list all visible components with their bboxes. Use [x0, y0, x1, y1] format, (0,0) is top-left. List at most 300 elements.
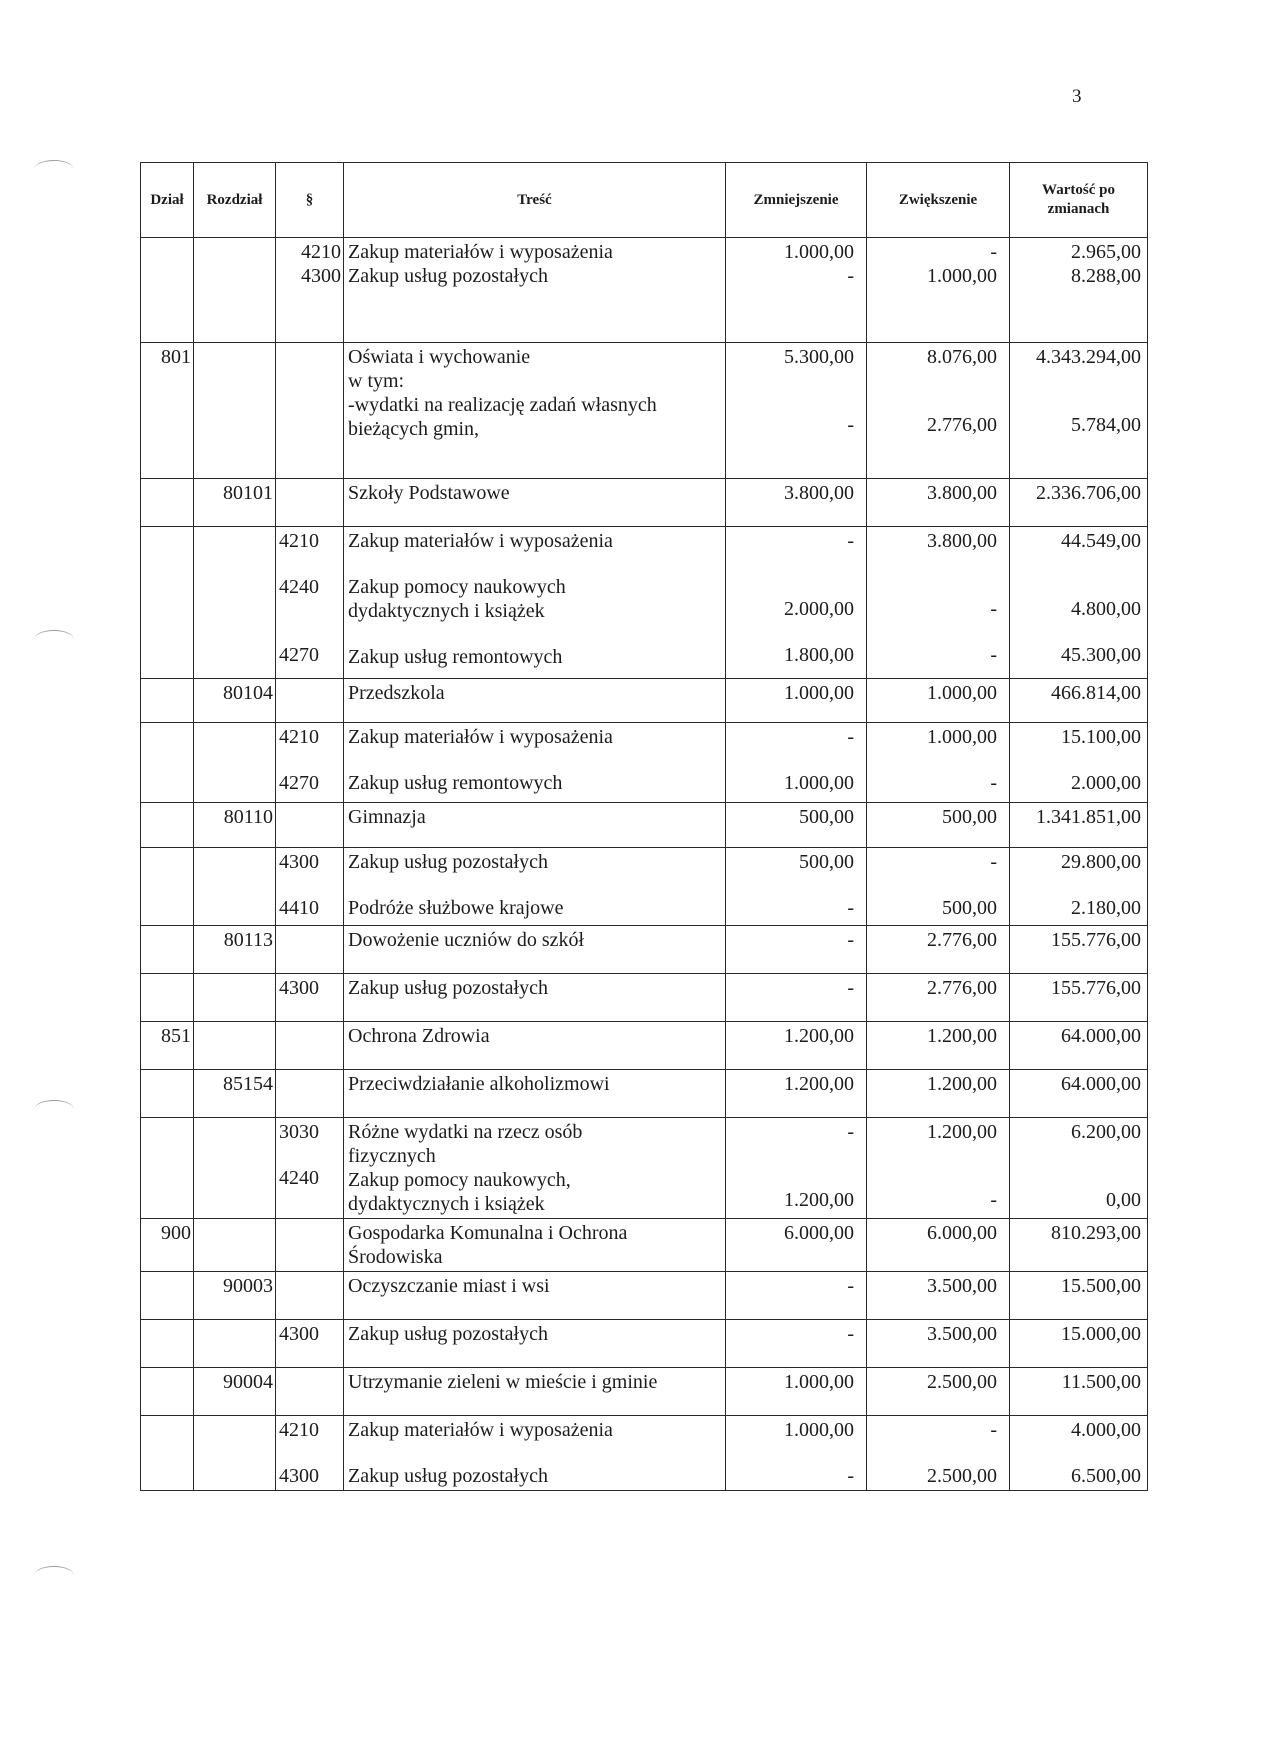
cell-zmniejszenie: [726, 974, 867, 1022]
cell-zwiekszenie-line: 8.076,00: [927, 346, 997, 368]
cell-dzial: [141, 1416, 194, 1491]
cell-tresc: [344, 723, 726, 803]
cell-tresc-line: Gimnazja: [348, 806, 426, 828]
cell-paragraf: [276, 723, 344, 803]
cell-wartosc-line: 15.100,00: [1061, 726, 1141, 748]
cell-tresc-line: dydaktycznych i książek: [348, 600, 545, 622]
cell-tresc-line: bieżących gmin,: [348, 418, 480, 440]
cell-wartosc-line: 15.000,00: [1061, 1323, 1141, 1345]
cell-wartosc-line: [1014, 874, 1141, 896]
cell-zwiekszenie: [867, 1022, 1010, 1070]
cell-tresc-line: Oświata i wychowanie: [348, 346, 531, 368]
table-row: [141, 848, 1148, 926]
cell-tresc-line: Zakup usług pozostałych: [348, 977, 548, 999]
cell-tresc-line: Przeciwdziałanie alkoholizmowi: [348, 1073, 610, 1095]
cell-wartosc: [1010, 848, 1148, 926]
cell-tresc: [344, 1022, 726, 1070]
cell-dzial: [141, 238, 194, 343]
cell-paragraf-line: 4240: [279, 1167, 319, 1189]
cell-dzial: [141, 803, 194, 848]
cell-tresc: [344, 527, 726, 679]
cell-rozdzial: [194, 1272, 276, 1320]
cell-zmniejszenie: [726, 1368, 867, 1416]
punch-hole-mark: [34, 1566, 74, 1585]
cell-tresc-line: Zakup usług pozostałych: [348, 851, 548, 873]
cell-wartosc-line: 2.336.706,00: [1036, 482, 1141, 504]
cell-tresc: [344, 926, 726, 974]
cell-rozdzial: [194, 723, 276, 803]
cell-zwiekszenie-line: [871, 575, 997, 597]
cell-zwiekszenie: [867, 1368, 1010, 1416]
cell-rozdzial: [194, 479, 276, 527]
cell-dzial: [141, 1320, 194, 1368]
cell-paragraf-line: 4210: [279, 726, 319, 748]
table-row: [141, 1219, 1148, 1272]
cell-zwiekszenie-line: 2.500,00: [927, 1465, 997, 1487]
cell-zwiekszenie: [867, 803, 1010, 848]
cell-rozdzial-value: 90004: [223, 1371, 273, 1393]
cell-wartosc-line: 2.965,00: [1071, 241, 1141, 263]
cell-zwiekszenie: [867, 238, 1010, 343]
cell-wartosc-line: 1.341.851,00: [1036, 806, 1141, 828]
cell-zmniejszenie-line: -: [847, 726, 854, 748]
cell-paragraf-line: [279, 1190, 339, 1212]
cell-paragraf-line: 4210: [301, 241, 341, 263]
cell-dzial-value: 851: [161, 1025, 191, 1047]
cell-paragraf-line: 4270: [279, 772, 319, 794]
cell-wartosc-line: [1014, 575, 1141, 597]
cell-zmniejszenie-line: [730, 874, 854, 896]
cell-zmniejszenie: [726, 1219, 867, 1272]
cell-zmniejszenie: [726, 238, 867, 343]
cell-zwiekszenie-line: 3.500,00: [927, 1323, 997, 1345]
cell-zmniejszenie-line: [730, 1442, 854, 1464]
cell-rozdzial: [194, 1022, 276, 1070]
cell-wartosc-line: [1014, 553, 1141, 575]
table-row: [141, 803, 1148, 848]
cell-tresc: [344, 848, 726, 926]
cell-zmniejszenie-line: -: [847, 929, 854, 951]
cell-zwiekszenie-line: -: [990, 1189, 997, 1211]
cell-zmniejszenie: [726, 1416, 867, 1491]
cell-rozdzial: [194, 1219, 276, 1272]
cell-zwiekszenie-line: [871, 749, 997, 771]
cell-tresc-line: Zakup pomocy naukowych: [348, 576, 566, 598]
cell-tresc-line: -wydatki na realizację zadań własnych: [348, 394, 657, 416]
cell-zmniejszenie-line: -: [847, 1465, 854, 1487]
cell-zmniejszenie-line: 1.000,00: [784, 241, 854, 263]
table-row: [141, 479, 1148, 527]
cell-paragraf: [276, 1320, 344, 1368]
cell-zmniejszenie: [726, 1118, 867, 1219]
cell-zwiekszenie-line: 2.776,00: [927, 977, 997, 999]
cell-paragraf: [276, 974, 344, 1022]
cell-zmniejszenie-line: -: [847, 977, 854, 999]
cell-paragraf-line: 4270: [279, 644, 319, 666]
cell-zwiekszenie-line: [871, 1166, 997, 1188]
cell-tresc: [344, 679, 726, 723]
header-wartosc: Wartość po zmianach: [1010, 163, 1148, 238]
cell-tresc: [344, 1219, 726, 1272]
cell-wartosc: [1010, 238, 1148, 343]
cell-wartosc: [1010, 803, 1148, 848]
table-row: [141, 926, 1148, 974]
cell-tresc-line: Przedszkola: [348, 682, 445, 704]
cell-tresc: [344, 1320, 726, 1368]
cell-zmniejszenie: [726, 527, 867, 679]
cell-zwiekszenie: [867, 926, 1010, 974]
punch-hole-mark: [34, 630, 74, 649]
cell-zmniejszenie: [726, 479, 867, 527]
cell-zwiekszenie: [867, 848, 1010, 926]
cell-wartosc-line: 45.300,00: [1061, 644, 1141, 666]
cell-tresc-line: Utrzymanie zieleni w mieście i gminie: [348, 1371, 658, 1393]
cell-paragraf: [276, 343, 344, 479]
cell-dzial: [141, 1272, 194, 1320]
cell-zmniejszenie-line: 5.300,00: [784, 346, 854, 368]
table-body: [141, 238, 1148, 1491]
cell-dzial: [141, 848, 194, 926]
cell-zwiekszenie-line: 3.800,00: [927, 530, 997, 552]
cell-zmniejszenie-line: 2.000,00: [784, 598, 854, 620]
cell-zwiekszenie-line: -: [990, 772, 997, 794]
cell-wartosc-line: 64.000,00: [1061, 1025, 1141, 1047]
cell-dzial-value: 900: [161, 1222, 191, 1244]
cell-tresc-line: [348, 749, 721, 771]
cell-zmniejszenie-line: -: [847, 265, 854, 287]
cell-rozdzial: [194, 527, 276, 679]
cell-zmniejszenie-line: [730, 553, 854, 575]
cell-paragraf: [276, 803, 344, 848]
header-zmniejszenie: Zmniejszenie: [726, 163, 867, 238]
punch-hole-mark: [34, 160, 74, 179]
cell-tresc: [344, 803, 726, 848]
cell-zwiekszenie: [867, 1070, 1010, 1118]
cell-paragraf-line: 4300: [279, 1323, 319, 1345]
cell-zwiekszenie-line: 2.776,00: [927, 414, 997, 436]
cell-tresc-line: Oczyszczanie miast i wsi: [348, 1275, 550, 1297]
cell-paragraf-line: 4300: [279, 1465, 319, 1487]
cell-zmniejszenie-line: -: [847, 1323, 854, 1345]
cell-paragraf-line: 4210: [279, 530, 319, 552]
cell-tresc: [344, 1118, 726, 1219]
cell-paragraf-line: [279, 599, 339, 621]
cell-zwiekszenie-line: -: [990, 598, 997, 620]
cell-wartosc-line: 4.343.294,00: [1036, 346, 1141, 368]
cell-wartosc-line: 2.000,00: [1071, 772, 1141, 794]
cell-tresc-line: Zakup usług pozostałych: [348, 265, 548, 287]
cell-wartosc-line: 4.800,00: [1071, 598, 1141, 620]
cell-rozdzial: [194, 1368, 276, 1416]
header-row: [141, 163, 1148, 238]
cell-tresc-line: Zakup usług pozostałych: [348, 1465, 548, 1487]
cell-paragraf: [276, 1272, 344, 1320]
cell-zmniejszenie-line: [730, 1166, 854, 1188]
cell-zmniejszenie-line: [730, 621, 854, 643]
cell-zwiekszenie-line: -: [990, 1419, 997, 1441]
cell-paragraf: [276, 238, 344, 343]
cell-dzial: [141, 974, 194, 1022]
cell-paragraf-line: [279, 553, 339, 575]
cell-zmniejszenie: [726, 1320, 867, 1368]
cell-zwiekszenie: [867, 343, 1010, 479]
table-row: [141, 1368, 1148, 1416]
cell-tresc-line: Zakup usług remontowych: [348, 646, 563, 668]
cell-wartosc-line: 4.000,00: [1071, 1419, 1141, 1441]
cell-paragraf-line: [279, 621, 339, 643]
cell-zwiekszenie-line: 1.200,00: [927, 1121, 997, 1143]
cell-zmniejszenie-line: [730, 749, 854, 771]
cell-tresc: [344, 1368, 726, 1416]
cell-wartosc-line: [1014, 1166, 1141, 1188]
cell-zwiekszenie: [867, 1416, 1010, 1491]
cell-zmniejszenie-line: [730, 575, 854, 597]
cell-rozdzial-value: 85154: [223, 1073, 273, 1095]
cell-wartosc: [1010, 1416, 1148, 1491]
cell-paragraf-line: [279, 1144, 339, 1166]
cell-wartosc: [1010, 974, 1148, 1022]
cell-tresc: [344, 479, 726, 527]
page-number: 3: [1072, 86, 1082, 107]
cell-paragraf-line: 4300: [301, 265, 341, 287]
cell-paragraf: [276, 679, 344, 723]
cell-zwiekszenie: [867, 1272, 1010, 1320]
cell-wartosc: [1010, 1368, 1148, 1416]
cell-tresc-line: [348, 874, 721, 896]
cell-wartosc-line: 155.776,00: [1051, 929, 1141, 951]
cell-zwiekszenie-line: [871, 391, 997, 413]
cell-paragraf: [276, 1118, 344, 1219]
cell-wartosc-line: [1014, 1144, 1141, 1166]
cell-paragraf-line: 4240: [279, 576, 319, 598]
cell-tresc-line: Szkoły Podstawowe: [348, 482, 510, 504]
cell-zmniejszenie-line: [730, 369, 854, 391]
cell-wartosc-line: 155.776,00: [1051, 977, 1141, 999]
budget-table: [140, 162, 1148, 1491]
cell-tresc-line: Zakup materiałów i wyposażenia: [348, 530, 613, 552]
cell-zwiekszenie-line: -: [990, 241, 997, 263]
cell-zwiekszenie-line: [871, 621, 997, 643]
cell-zmniejszenie: [726, 1022, 867, 1070]
cell-tresc-line: Środowiska: [348, 1246, 443, 1268]
cell-zmniejszenie: [726, 803, 867, 848]
cell-rozdzial: [194, 848, 276, 926]
cell-zwiekszenie-line: 3.500,00: [927, 1275, 997, 1297]
cell-tresc: [344, 1416, 726, 1491]
cell-tresc-line: Zakup materiałów i wyposażenia: [348, 241, 613, 263]
cell-paragraf-line: [279, 1442, 339, 1464]
cell-zwiekszenie: [867, 1118, 1010, 1219]
cell-rozdzial: [194, 238, 276, 343]
cell-tresc-line: Zakup pomocy naukowych,: [348, 1169, 571, 1191]
cell-zmniejszenie-line: 1.000,00: [784, 772, 854, 794]
cell-rozdzial-value: 80110: [223, 806, 273, 828]
cell-zmniejszenie: [726, 1070, 867, 1118]
cell-paragraf: [276, 848, 344, 926]
cell-tresc-line: [348, 623, 721, 645]
cell-zwiekszenie-line: 1.000,00: [927, 682, 997, 704]
cell-zmniejszenie-line: [730, 1144, 854, 1166]
cell-tresc-line: [348, 553, 721, 575]
cell-tresc-line: dydaktycznych i książek: [348, 1193, 545, 1215]
cell-wartosc-line: 6.200,00: [1071, 1121, 1141, 1143]
cell-zmniejszenie-line: 500,00: [799, 851, 854, 873]
cell-rozdzial: [194, 1118, 276, 1219]
cell-zwiekszenie: [867, 723, 1010, 803]
cell-zwiekszenie-line: 1.200,00: [927, 1025, 997, 1047]
cell-wartosc: [1010, 679, 1148, 723]
cell-wartosc-line: 0,00: [1106, 1189, 1141, 1211]
cell-zwiekszenie-line: 500,00: [942, 806, 997, 828]
cell-zmniejszenie-line: 3.800,00: [784, 482, 854, 504]
table-row: [141, 343, 1148, 479]
header-dzial: Dział: [141, 163, 194, 238]
cell-tresc-line: Zakup materiałów i wyposażenia: [348, 726, 613, 748]
table-row: [141, 238, 1148, 343]
cell-tresc-line: Ochrona Zdrowia: [348, 1025, 490, 1047]
cell-wartosc-line: 2.180,00: [1071, 897, 1141, 919]
cell-tresc-line: w tym:: [348, 370, 405, 392]
cell-tresc: [344, 974, 726, 1022]
cell-dzial: [141, 343, 194, 479]
cell-zmniejszenie: [726, 679, 867, 723]
cell-paragraf-line: 4300: [279, 851, 319, 873]
cell-rozdzial: [194, 803, 276, 848]
cell-paragraf-line: 4210: [279, 1419, 319, 1441]
cell-rozdzial-value: 80101: [223, 482, 273, 504]
cell-tresc-line: Zakup usług pozostałych: [348, 1323, 548, 1345]
cell-wartosc: [1010, 723, 1148, 803]
cell-paragraf: [276, 479, 344, 527]
header-paragraf: §: [276, 163, 344, 238]
cell-zmniejszenie: [726, 926, 867, 974]
cell-dzial: [141, 679, 194, 723]
cell-zmniejszenie: [726, 723, 867, 803]
cell-wartosc-line: [1014, 749, 1141, 771]
cell-zwiekszenie-line: 500,00: [942, 897, 997, 919]
cell-wartosc: [1010, 1272, 1148, 1320]
cell-tresc: [344, 1272, 726, 1320]
table-row: [141, 974, 1148, 1022]
punch-hole-mark: [34, 1100, 74, 1119]
cell-wartosc-line: [1014, 369, 1141, 391]
cell-dzial: [141, 1368, 194, 1416]
cell-paragraf-line: [279, 874, 339, 896]
cell-zmniejszenie: [726, 848, 867, 926]
cell-paragraf: [276, 1022, 344, 1070]
cell-zwiekszenie-line: [871, 1442, 997, 1464]
cell-zmniejszenie-line: 1.200,00: [784, 1025, 854, 1047]
cell-zmniejszenie-line: -: [847, 530, 854, 552]
cell-dzial: [141, 926, 194, 974]
table-row: [141, 679, 1148, 723]
cell-paragraf-line: [279, 749, 339, 771]
cell-paragraf-line: 4300: [279, 977, 319, 999]
cell-wartosc-line: 5.784,00: [1071, 414, 1141, 436]
header-zwiekszenie: Zwiększenie: [867, 163, 1010, 238]
cell-dzial: [141, 479, 194, 527]
cell-paragraf: [276, 1219, 344, 1272]
cell-tresc-line: Gospodarka Komunalna i Ochrona: [348, 1222, 628, 1244]
cell-zwiekszenie-line: -: [990, 644, 997, 666]
cell-tresc: [344, 238, 726, 343]
table-row: [141, 1272, 1148, 1320]
cell-wartosc: [1010, 343, 1148, 479]
cell-zwiekszenie-line: [871, 874, 997, 896]
cell-wartosc: [1010, 1070, 1148, 1118]
cell-rozdzial-value: 80104: [223, 682, 273, 704]
cell-tresc-line: [348, 1442, 721, 1464]
cell-zmniejszenie-line: -: [847, 897, 854, 919]
cell-paragraf: [276, 1416, 344, 1491]
cell-wartosc: [1010, 1022, 1148, 1070]
cell-zwiekszenie-line: 1.200,00: [927, 1073, 997, 1095]
cell-paragraf-line: 3030: [279, 1121, 319, 1143]
cell-zwiekszenie: [867, 1320, 1010, 1368]
cell-zwiekszenie: [867, 527, 1010, 679]
header-tresc: Treść: [344, 163, 726, 238]
table-row: [141, 1022, 1148, 1070]
cell-wartosc-line: [1014, 391, 1141, 413]
cell-zwiekszenie: [867, 1219, 1010, 1272]
cell-tresc-line: fizycznych: [348, 1145, 436, 1167]
cell-rozdzial: [194, 974, 276, 1022]
cell-rozdzial-value: 90003: [223, 1275, 273, 1297]
table-row: [141, 1416, 1148, 1491]
cell-wartosc: [1010, 1219, 1148, 1272]
cell-tresc-line: Dowożenie uczniów do szkół: [348, 929, 585, 951]
cell-wartosc-line: 8.288,00: [1071, 265, 1141, 287]
cell-paragraf: [276, 926, 344, 974]
cell-tresc: [344, 1070, 726, 1118]
cell-wartosc-line: 810.293,00: [1051, 1222, 1141, 1244]
cell-zwiekszenie-line: 1.000,00: [927, 726, 997, 748]
table-row: [141, 1320, 1148, 1368]
cell-tresc-line: Zakup materiałów i wyposażenia: [348, 1419, 613, 1441]
cell-zmniejszenie: [726, 343, 867, 479]
cell-zmniejszenie-line: 1.200,00: [784, 1073, 854, 1095]
cell-dzial: [141, 723, 194, 803]
cell-rozdzial: [194, 343, 276, 479]
cell-zwiekszenie-line: [871, 369, 997, 391]
cell-wartosc: [1010, 1118, 1148, 1219]
cell-wartosc-line: 29.800,00: [1061, 851, 1141, 873]
cell-wartosc-line: 44.549,00: [1061, 530, 1141, 552]
cell-zwiekszenie-line: 6.000,00: [927, 1222, 997, 1244]
cell-wartosc-line: [1014, 621, 1141, 643]
cell-wartosc-line: 466.814,00: [1051, 682, 1141, 704]
table-row: [141, 1070, 1148, 1118]
cell-wartosc: [1010, 479, 1148, 527]
cell-zwiekszenie-line: 2.776,00: [927, 929, 997, 951]
cell-zwiekszenie: [867, 679, 1010, 723]
cell-paragraf: [276, 1368, 344, 1416]
cell-rozdzial: [194, 679, 276, 723]
cell-wartosc: [1010, 1320, 1148, 1368]
cell-wartosc-line: 6.500,00: [1071, 1465, 1141, 1487]
cell-zmniejszenie-line: 500,00: [799, 806, 854, 828]
cell-rozdzial: [194, 1320, 276, 1368]
cell-dzial: [141, 1118, 194, 1219]
cell-zmniejszenie-line: 1.000,00: [784, 1419, 854, 1441]
cell-paragraf: [276, 1070, 344, 1118]
cell-dzial: [141, 527, 194, 679]
cell-zmniejszenie-line: 1.000,00: [784, 682, 854, 704]
cell-zmniejszenie-line: -: [847, 1121, 854, 1143]
cell-paragraf: [276, 527, 344, 679]
cell-wartosc-line: 11.500,00: [1061, 1371, 1141, 1393]
cell-zwiekszenie-line: [871, 553, 997, 575]
